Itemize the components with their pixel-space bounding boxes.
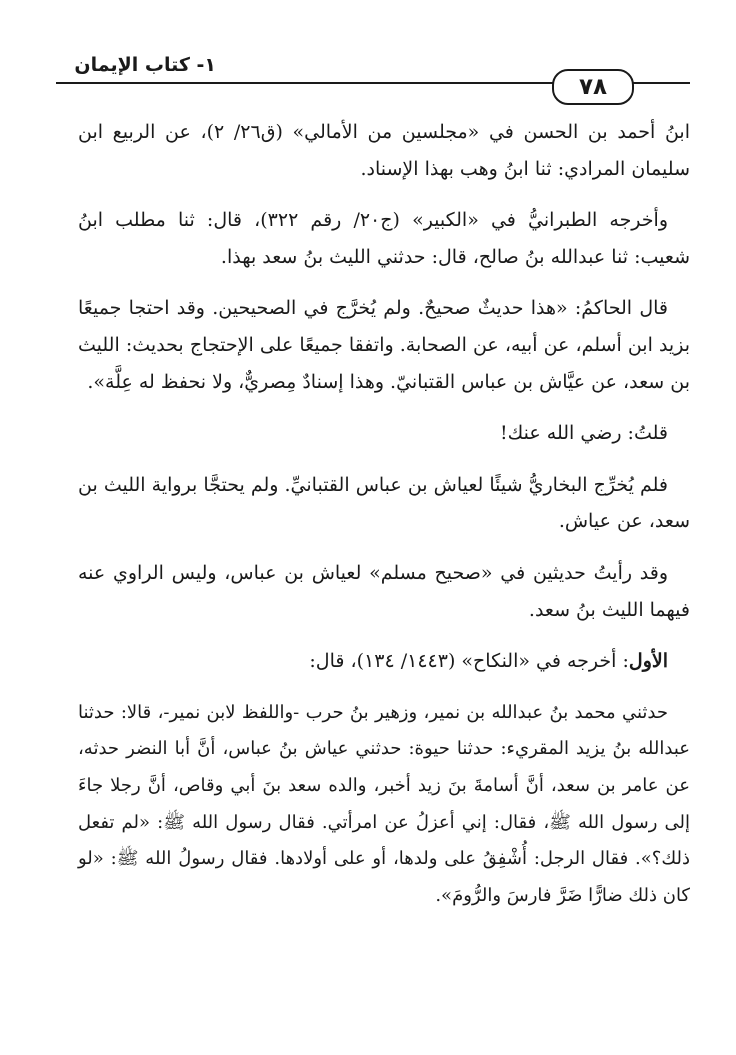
paragraph-1: ابنُ أحمد بن الحسن في «مجلسين من الأمالي» (ق٢٦/ ٢)، عن الربيع ابن سليمان المرادي: ثنا ابنُ وهب بهذا الإسناد.: [78, 121, 690, 180]
page-number-badge: ٧٨: [552, 69, 634, 105]
page-body: [78, 114, 690, 929]
paragraph-2: وأخرجه الطبرانيُّ في «الكبير» (ج٢٠/ رقم ٣٢٢)، قال: ثنا مطلب ابنُ شعيب: ثنا عبدالله بنُ صالح، قال: حدثني الليث بنُ سعد بهذا.: [78, 209, 690, 268]
paragraph-6: وقد رأيتُ حديثين في «صحيح مسلم» لعياش بن عباس، وليس الراوي عنه فيهما الليث بنُ سعد.: [78, 561, 690, 621]
paragraph-7-text: : أخرجه في «النكاح» (١٤٤٣/ ١٣٤)، قال:: [309, 650, 629, 673]
paragraph-3: قال الحاكمُ: «هذا حديثٌ صحيحٌ. ولم يُخرَّج في الصحيحين. وقد احتجا جميعًا بزيد ابن أسلم، عن أبيه، عن الصحابة. واتفقا جميعًا على الإحتجاج بحديث: الليث بن سعد، عن عيَّاش بن عباس القتبانيّ. وهذا إسنادٌ مِصريٌّ، ولا نحفظ له عِلَّة».: [78, 297, 690, 393]
paragraph-7: [78, 643, 690, 680]
paragraph-5: فلم يُخرِّج البخاريُّ شيئًا لعياش بن عباس القتبانيِّ. ولم يحتجَّا برواية الليث بن سعد، عن عياش.: [78, 473, 690, 533]
paragraph-7-lead: الأول: [628, 650, 668, 673]
hadith-text: حدثني محمد بنُ عبدالله بن نمير، وزهير بنُ حرب -واللفظ لابن نمير-، قالا: حدثنا عبدالله بنُ يزيد المقريء: حدثنا حيوة: حدثني عياش بنُ عباس، أنَّ أبا النضر حدثه، عن عامر بن سعد، أنَّ أسامةَ بنَ زيد أخبر، والده سعد بنَ أبي وقاص، أنَّ رجلا جاءَ إلى رسول الله ﷺ، فقال: إني أعزلُ عن امرأتي. فقال رسول الله ﷺ: «لم تفعل ذلك؟». فقال الرجل: أُشْفِقُ على ولدها، أو على أولادها. فقال رسولُ الله ﷺ: «لو كان ذلك ضارًّا ضَرَّ فارسَ والرُّومَ».: [78, 701, 690, 906]
running-title: ١- كتاب الإيمان: [74, 54, 216, 76]
paragraph-4: قلتُ: رضي الله عنك!: [500, 422, 668, 445]
